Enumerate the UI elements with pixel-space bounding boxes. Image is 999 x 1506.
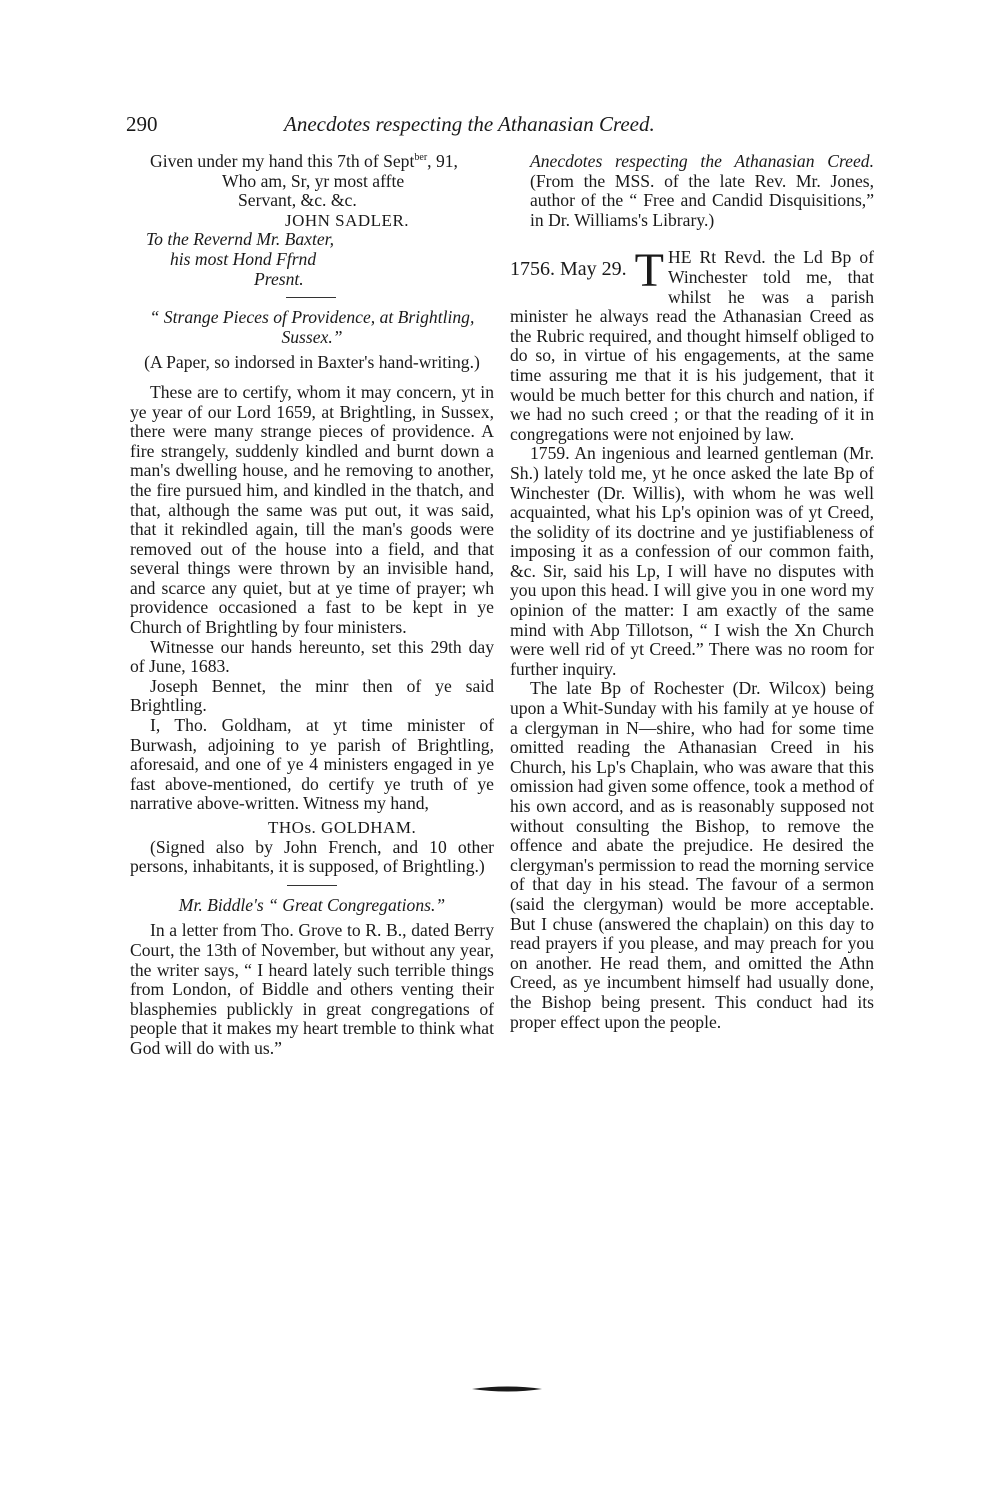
- section-rule: [287, 885, 337, 886]
- letter-signoff-2: Servant, &c. &c.: [238, 190, 357, 211]
- section-note: (A Paper, so indorsed in Baxter's hand-writing.): [144, 352, 480, 373]
- letter-address-2: his most Hond Ffrnd: [170, 248, 317, 269]
- right-column: [510, 152, 874, 1032]
- article-title: Anecdotes respecting the Athanasian Creed. (From the MSS. of the late Rev. Mr. Jones, author of the “ Free and Candid Disquisitions,” in Dr. Williams's Library.): [530, 151, 874, 230]
- letter-address-1: To the Revernd Mr. Baxter,: [146, 229, 334, 250]
- body-paragraph: I, Tho. Goldham, at yt time minister of Burwash, adjoining to ye parish of Brightling, aforesaid, and one of ye 4 ministers engaged in ye fast above-mentioned, do certify ye truth of ye narrative above-written. Witness my hand,: [130, 715, 494, 814]
- body-paragraph: Joseph Bennet, the minr then of ye said Brightling.: [130, 675, 494, 716]
- letter-close: Given under my hand this 7th of Sept$^{ber}$, 91,: [150, 151, 458, 171]
- article-opening: [510, 244, 874, 444]
- running-title: Anecdotes respecting the Athanasian Creed.: [284, 112, 655, 136]
- left-column: [130, 152, 494, 1059]
- body-paragraph: These are to certify, whom it may concern, yt in ye year of our Lord 1659, at Brightling, in Sussex, there were many strange pieces of providence. A fire strangely, suddenly kindled and burnt down a man's dwelling house, and he removing to another, the fire pursued him, and kindled in the thatch, and that, although the same was put out, it was said, that it rekindled again, till the man's goods were removed out of the house into a field, and that several things were thrown by an invisible hand, and scarce any quiet, but at ye time of prayer; wh providence occasioned a fast to be kept in ye Church of Brightling by four ministers.: [130, 381, 494, 638]
- page-number: 290: [126, 112, 158, 136]
- body-paragraph: (Signed also by John French, and 10 other persons, inhabitants, it is supposed, of Brightling.): [130, 836, 494, 877]
- section-title-strange-pieces: “ Strange Pieces of Providence, at Brightling, Sussex.”: [149, 307, 475, 347]
- drop-cap: T: [634, 244, 664, 298]
- body-paragraph: Witnesse our hands hereunto, set this 29th day of June, 1683.: [130, 636, 494, 677]
- end-ornament-icon: [472, 1385, 542, 1393]
- body-paragraph: 1759. An ingenious and learned gentleman (Mr. Sh.) lately told me, yt he once asked the late Bp of Winchester (Dr. Willis), with whom he was well acquainted, what his Lp's opinion was of yt Creed, the solidity of its doctrine and ye justifiableness of imposing it as a confession of our common faith, &c. Sir, said his Lp, I will have no disputes with you upon this head. I will give you in one word my opinion of the matter: I am exactly of the same mind with Abp Tillotson, “ I wish the Xn Church were well rid of yt Creed.” There was no room for further inquiry.: [510, 443, 874, 679]
- entry-date: 1756. May 29.: [510, 258, 627, 281]
- body-paragraph: The late Bp of Rochester (Dr. Wilcox) being upon a Whit-Sunday with his family at ye house of a clergyman in N—shire, who had for some time omitted reading the Athanasian Creed in his Church, his Lp's Chaplain, who was aware that this omission had given some offence, took a method of his own accord, and as is reasonably supposed not without consulting the Bishop, to remove the offence and abate the prejudice. He desired the clergyman's permission to read the morning service of that day in his stead. The favour of a sermon (said the clergyman) would be more acceptable. But I chuse (answered the chaplain) on this day to read prayers if you please, and may preach for you on another. He read them, and omitted the Athn Creed, as ye incumbent himself had usually done, the Bishop being present. This conduct had its proper effect upon the people.: [510, 678, 874, 1032]
- running-header: [0, 112, 999, 142]
- letter-address-3: Presnt.: [254, 268, 304, 289]
- letter-signoff: Who am, Sr, yr most affte: [222, 170, 405, 191]
- body-paragraph: In a letter from Tho. Grove to R. B., dated Berry Court, the 13th of November, but without any year, the writer says, “ I heard lately such terrible things from London, of Biddle and others venting their blasphemies publickly in great congregations of people that it makes my heart tremble to think what God will do with us.”: [130, 920, 494, 1058]
- signature-goldham: THOs. GOLDHAM.: [268, 818, 417, 837]
- body-paragraph: HE Rt Revd. the Ld Bp of Winchester told me, that whilst he was a parish minister he always read the Athanasian Creed as the Rubric required, and thought himself obliged to do so, in virtue of his engagements, at the same time assuring me that it is his judgement, that it would be much better for this church and nation, if we had no such creed ; or that the reading of it in congregations were not enjoined by law.: [510, 247, 874, 444]
- letter-signature: JOHN SADLER.: [284, 210, 410, 230]
- section-rule: [286, 297, 336, 298]
- section-title-biddle: Mr. Biddle's “ Great Congregations.”: [178, 894, 446, 915]
